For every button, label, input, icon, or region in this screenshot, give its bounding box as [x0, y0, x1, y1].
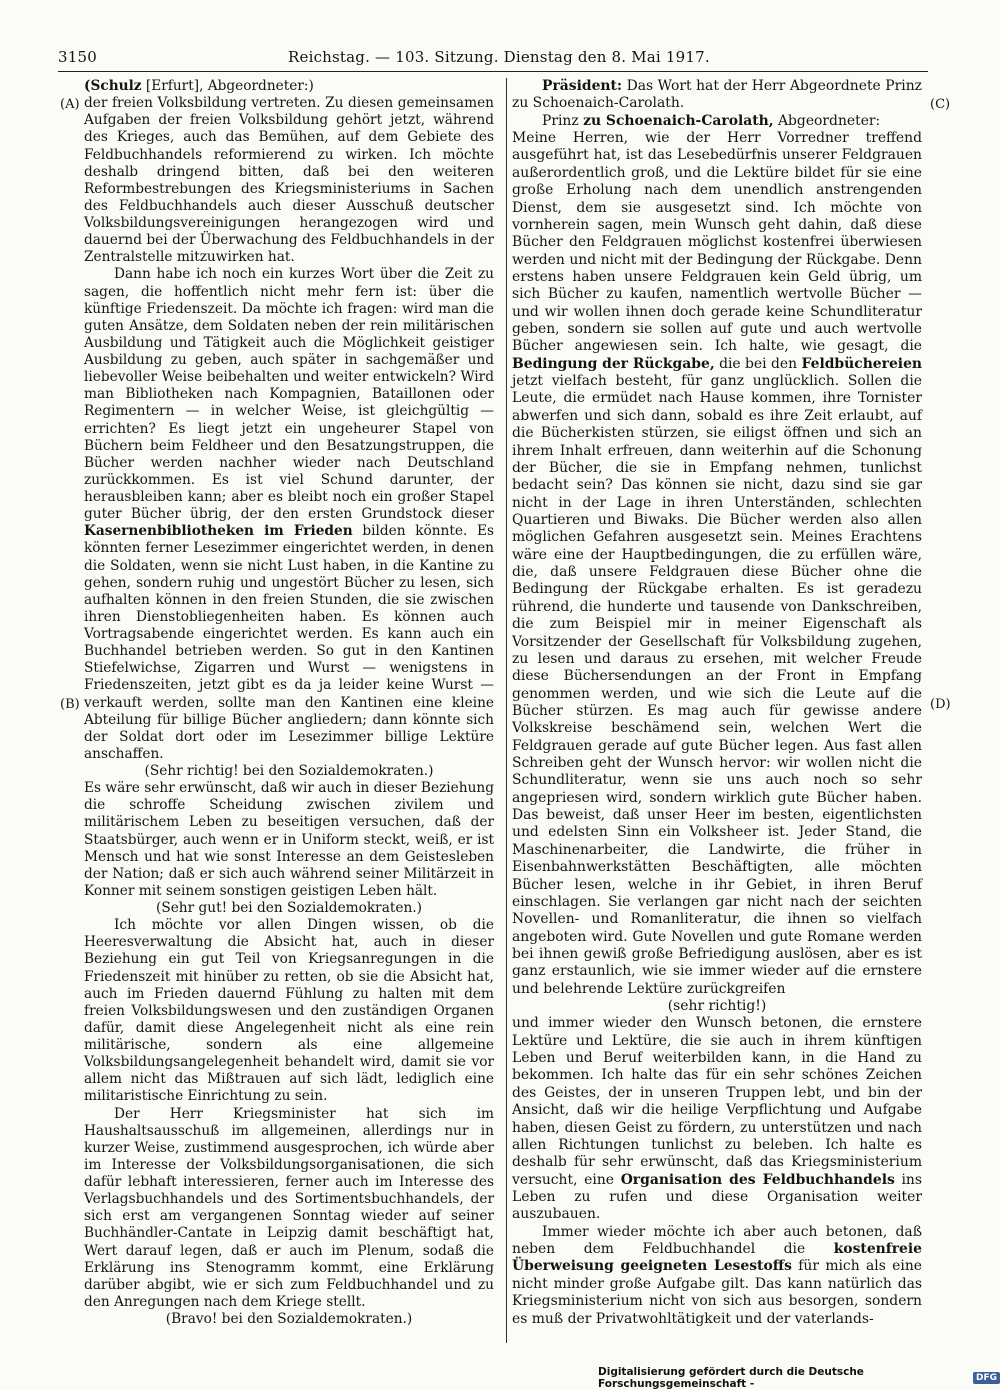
header-rule [58, 71, 928, 72]
digitization-credit [598, 1366, 1000, 1390]
text-span: ins Leben zu rufen und diese Organisation weiter auszubauen. [512, 1171, 923, 1223]
right-column [512, 78, 922, 1328]
paragraph [512, 1015, 922, 1223]
text-span: Dann habe ich noch ein kurzes Wort über die Zeit zu sagen, die hoffentlich nicht mehr fern ist: über die künftige Friedenszeit. Da möchte ich fragen: wird man die guten Ansätze, dem Soldaten neben der rein militärischen Ausbildung und Tätigkeit auch die Möglichkeit geistiger Ausbildung zu geben, auch später in sachgemäßer und liebevoller Weise beibehalten und weiter entwickeln? Wird man Bibliotheken nach Kompagnien, Bataillonen oder Regimentern — in welcher Weise, ist gleichgültig — errichten? Es liegt jetzt ein ungeheurer Stapel von Büchern beim Feldheer und den Besatzungstruppen, die Bücher werden nachher wieder nach Deutschland zurückkommen. Es ist viel Schund darunter, der herausbleiben kann; aber es bleibt noch ein großer Stapel guter Bücher übrig, der den ersten Grundstock dieser [84, 266, 494, 523]
text-span: für mich als eine nicht minder große Aufgabe gilt. Das kann natürlich das Kriegsministerium nicht von sich aus besorgen, sondern es muß der Privatwohltätigkeit und der vaterlands- [512, 1258, 922, 1327]
column-divider [506, 78, 507, 1343]
page-number: 3150 [58, 48, 97, 66]
emphasis: Kasernenbibliotheken im Frieden [84, 523, 353, 540]
paragraph: der freien Volksbildung vertreten. Zu diesen gemeinsamen Aufgaben der freien Volksbildung gehört jetzt, während des Krieges, auch das Bemühen, auf dem Gebiete des Feldbuchhandels reformierend zu wirken. Ich möchte deshalb dringend bitten, daß bei den weiteren Reformbestrebungen des Kriegsministeriums in Sachen des Feldbuchhandels auch dieser Ausschuß deutscher Volksbildungsvereinigungen herangezogen wird und dauernd bei der Überwachung des Feldbuchhandels in der Zentralstelle mitzuwirken hat. [84, 95, 494, 266]
margin-marker-a: (A) [60, 97, 80, 112]
dfg-logo: DFG [973, 1372, 1000, 1384]
text-span: jetzt vielfach besteht, für ganz unglücklich. Sollen die Leute, die ermüdet nach Hause kommen, ihre Tornister abwerfen und sich dann, sobald es ihre Zeit erlaubt, auf die Bücherkisten stürzen, sie eiligst öffnen und sich an ihrem Inhalt erfreuen, dann weiterhin auf die Schonung der Bücher, die sie in Empfang nehmen, tunlichst bedacht sein? Das können sie nicht, dazu sind sie gar nicht in der Lage in ihren Unterständen, schlechten Quartieren und Biwaks. Die Bücher werden also allen möglichen Gefahren ausgesetzt sein. Meines Erachtens wäre eine der Hauptbedingungen, die zu erfüllen wäre, die, daß unsere Feldgrauen diese Bücher ohne die Bedingung der Rückgabe erhalten. Es ist geradezu rührend, die hunderte und tausende von Dankschreiben, die zum Beispiel mir in meiner Eigenschaft als Vorsitzender der Gesellschaft für Volksbildung zugehen, zu lesen und daraus zu ersehen, mit welcher Freude diese Büchersendungen an der Front in Empfang genommen werden, und wie sich die Leute auf die Bücher stürzen. Es mag auch für gewisse andere Volkskreise beschämend sein, welchen Wert die Feldgrauen gerade auf gute Bücher legen. Aus fast allen Schreiben geht der Wunsch hervor: wir wollen nicht die Schundliteratur, wenn sie uns auch noch so sehr angepriesen wird, sondern wirklich gute Bücher haben. Das beweist, daß unser Heer im besten, eigentlichsten und edelsten Sinn ein Volksheer ist. Jeder Stand, die Maschinenarbeiter, die Landwirte, die früher in Eisenbahnwerkstätten Beschäftigten, alle möchten Bücher lesen, welche in ihr Gebiet, in ihren Beruf einschlagen. Sie verlangen gar nicht nach der seichten Novellen- und Romanliteratur, die ihnen so vielfach angeboten wird. Gute Novellen und gute Romane werden bei ihnen gewiß große Befriedigung auslösen, aber es ist ganz erstaunlich, wie sie immer wieder auf die ernstere und belehrende Lektüre zurückgreifen [512, 373, 922, 997]
speaker-line [84, 78, 494, 95]
speaker-name: (Schulz [84, 78, 142, 94]
header-title: Reichstag. — 103. Sitzung. Dienstag den 8. Mai 1917. [288, 48, 710, 66]
running-header [58, 48, 928, 70]
text-span: Meine Herren, wie der Herr Vorredner treffend ausgeführt hat, ist das Lesebedürfnis unserer Feldgrauen außerordentlich groß, und die Lektüre bildet für sie eine große Erholung nach dem unendlich anstrengenden Dienst, dem sie ausgesetzt sind. Ich möchte von vornherein sagen, mein Wunsch geht dahin, daß diese Bücher den Feldgrauen möglichst kostenfrei überwiesen werden und nicht mit der Bedingung der Rückgabe. Denn erstens haben unsere Feldgrauen kein Geld übrig, um sich Bücher zu kaufen, namentlich wertvolle Bücher — und wir wollen ihnen doch gerade keine Schundliteratur geben, sondern sie sollen auf gute und auch wertvolle Bücher angewiesen sein. Ich halte, wie gesagt, die [512, 130, 922, 355]
speaker-role: [Erfurt], Abgeordneter:) [141, 78, 314, 94]
speaker-line [512, 113, 922, 130]
stage-direction: (Sehr gut! bei den Sozialdemokraten.) [155, 900, 422, 916]
margin-marker-b: (B) [60, 697, 80, 712]
paragraph: Ich möchte vor allen Dingen wissen, ob die Heeresverwaltung die Absicht hat, auch in dieser Beziehung ein gut Teil von Kriegsanregungen in die Friedenszeit mit hinüber zu retten, ob sie die Absicht hat, auch im Frieden dauernd Fühlung zu halten mit dem freien Volksbildungswesen und den zuständigen Organen dafür, damit diese Angelegenheit nicht als eine rein militärische, sondern als eine allgemeine Volksbildungsangelegenheit behandelt wird, damit sie vor allem nicht das Mißtrauen auf sich lädt, lediglich eine militaristische Einrichtung zu sein. [84, 917, 494, 1105]
text-span: Prinz [542, 112, 584, 129]
emphasis: Bedingung der Rückgabe, [512, 355, 715, 372]
stage-direction: (Bravo! bei den Sozialdemokraten.) [165, 1311, 413, 1327]
text-span: Das Wort hat der Herr Abgeordnete Prinz zu Schoenaich-Carolath. [512, 78, 922, 112]
credit-text: Digitalisierung gefördert durch die Deutsche Forschungsgemeinschaft - [598, 1366, 864, 1390]
margin-marker-c: (C) [930, 97, 951, 112]
text-span: Abgeordneter: [773, 112, 881, 129]
margin-marker-d: (D) [930, 697, 951, 712]
text-span: die bei den [714, 355, 802, 372]
paragraph: Der Herr Kriegsminister hat sich im Haushaltsausschuß im allgemeinen, allerdings nur in kurzer Weise, zustimmend ausgesprochen, ich würde aber im Interesse der Volksbildungsorganisationen, die sich dafür lebhaft interessieren, ferner auch im Interesse des Verlagsbuchhandels und des Sortimentsbuchhandels, der sich erst am vergangenen Sonntag wieder auf seiner Buchhändler-Cantate in Leipzig damit beschäftigt hat, Wert darauf legen, daß er auch im Plenum, sodaß die Erklärung ins Stenogramm kommt, eine Erklärung darüber abgibt, wie er sich zum Feldbuchhandel und zu den Anregungen nach dem Kriege stellt. [84, 1105, 494, 1310]
stage-direction: (Sehr richtig! bei den Sozialdemokraten.) [144, 763, 434, 779]
paragraph: Es wäre sehr erwünscht, daß wir auch in dieser Beziehung die schroffe Scheidung zwischen zivilem und militärischem Leben zu beseitigen versuchen, daß der Staatsbürger, auch wenn er in Uniform steckt, weiß, er ist Mensch und hat wie sonst Interesse an dem Geistesleben der Nation; daß er sich auch während seiner Militärzeit in Konner mit seinem sonstigen geistigen Leben hält. [84, 780, 494, 899]
paragraph [512, 130, 922, 998]
text-span: Immer wieder möchte ich aber auch betonen, daß neben dem Feldbuchhandel die [512, 1223, 922, 1258]
left-column [84, 78, 494, 1328]
emphasis: Feldbüchereien [801, 355, 923, 372]
emphasis: kostenfreie Überweisung geeigneten Lesestoffs [512, 1241, 922, 1275]
stage-direction: (sehr richtig!) [667, 998, 767, 1015]
paragraph [512, 1224, 922, 1328]
president-statement [512, 78, 922, 113]
text-span: bilden könnte. Es könnten ferner Lesezimmer eingerichtet werden, in denen die Soldaten, wenn sie nicht Lust haben, in die Kantine zu gehen, sondern ruhig und ungestört Bücher zu lesen, sich aufhalten können in den freien Stunden, die sie zwischen ihren Dienstobliegenheiten haben. Es können auch Vortragsabende eingerichtet werden. Es kann auch ein Buchhandel betrieben werden. So gut in den Kantinen Stiefelwichse, Zigarren und Wurst — wenigstens in Friedenszeiten, jetzt gibt es da ja leider keine Wurst — verkauft werden, sollte man den Kantinen eine kleine Abteilung für billige Bücher angliedern; dann könnte sich der Soldat dort oder im Lesezimmer billige Lektüre anschaffen. [84, 523, 494, 762]
president-label: Präsident: [542, 78, 623, 94]
emphasis: Organisation des Feldbuchhandels [620, 1171, 895, 1188]
text-span: und immer wieder den Wunsch betonen, die ernstere Lektüre und Lektüre, die sie auch in ihrem künftigen Leben und Beruf weiterbilden kann, in die Hand zu bekommen. Ich halte das für ein sehr schönes Zeichen des Geistes, der in unseren Truppen lebt, und bin der Ansicht, daß wir die heilige Verpflichtung und Aufgabe haben, diesen Geist zu fördern, zu unterstützen und nach allen Richtungen tunlichst zu beleben. Ich halte es deshalb für sehr erwünscht, daß das Kriegsministerium versucht, eine [512, 1015, 922, 1188]
speaker-name: zu Schoenaich-Carolath, [583, 112, 774, 129]
paragraph [84, 266, 494, 763]
